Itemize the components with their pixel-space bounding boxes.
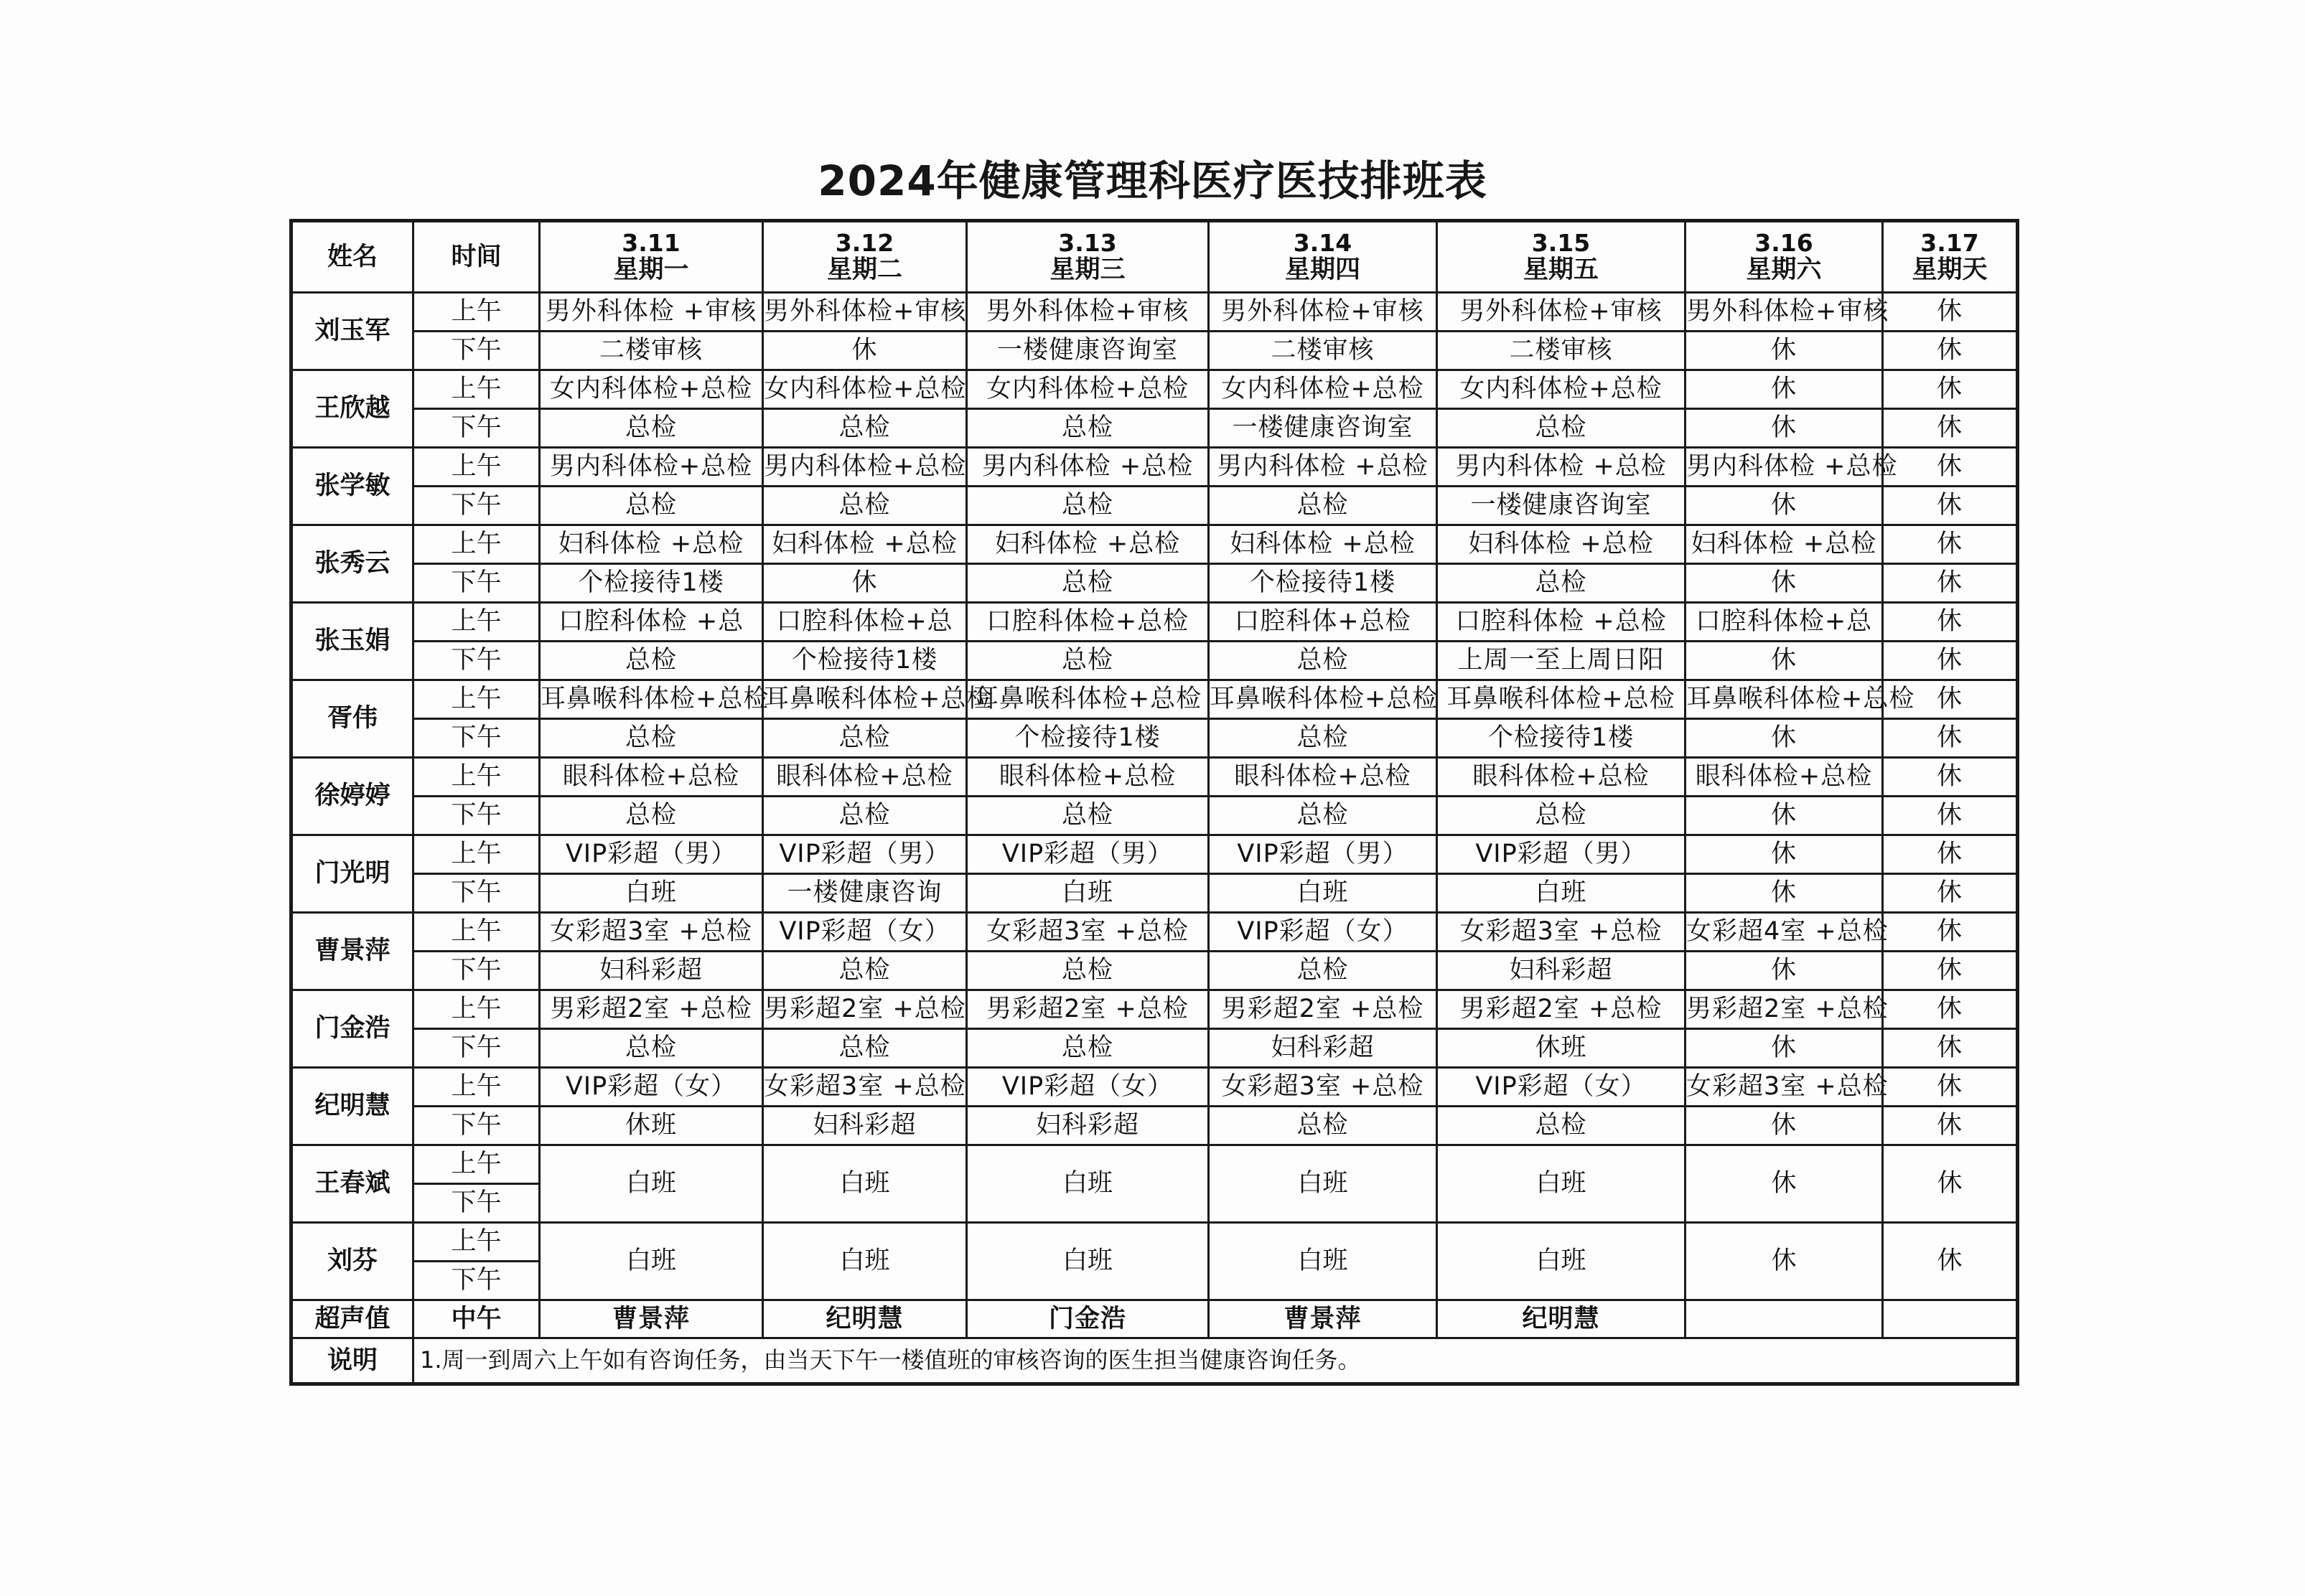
shift-cell: 总检 xyxy=(967,952,1209,990)
note-row xyxy=(291,1338,2018,1384)
shift-cell: 休 xyxy=(1883,835,2018,874)
header-date: 3.12 xyxy=(835,228,894,257)
time-label: 下午 xyxy=(413,564,540,603)
shift-cell: 男内科体检 +总检 xyxy=(1437,448,1685,487)
shift-cell: 妇科体检 +总检 xyxy=(1209,525,1437,564)
shift-cell: 休 xyxy=(1883,409,2018,448)
shift-cell: 女内科体检+总检 xyxy=(1209,370,1437,409)
shift-cell: 总检 xyxy=(540,409,763,448)
shift-cell: 眼科体检+总检 xyxy=(1437,758,1685,797)
shift-cell: 眼科体检+总检 xyxy=(967,758,1209,797)
staff-row-am xyxy=(291,370,2018,409)
header-date: 3.14 xyxy=(1293,228,1352,257)
shift-cell: 妇科体检 +总检 xyxy=(763,525,967,564)
shift-cell: 总检 xyxy=(763,719,967,758)
time-label: 上午 xyxy=(413,1068,540,1107)
header-day xyxy=(763,221,967,293)
shift-cell: 总检 xyxy=(1437,797,1685,835)
shift-cell: 耳鼻喉科体检+总检 xyxy=(540,680,763,719)
shift-cell: 总检 xyxy=(1209,952,1437,990)
shift-cell: 口腔科体+总检 xyxy=(1209,603,1437,642)
duty-row xyxy=(291,1300,2018,1338)
shift-cell: 休 xyxy=(1883,642,2018,680)
shift-cell: 休 xyxy=(1883,952,2018,990)
shift-cell: 女内科体检+总检 xyxy=(540,370,763,409)
shift-cell: 休 xyxy=(1883,1029,2018,1068)
header-date: 3.13 xyxy=(1058,228,1117,257)
time-label: 上午 xyxy=(413,758,540,797)
time-label: 下午 xyxy=(413,642,540,680)
shift-cell: 女彩超3室 +总检 xyxy=(967,913,1209,952)
shift-cell: VIP彩超（男） xyxy=(1209,835,1437,874)
duty-cell: 曹景萍 xyxy=(1209,1300,1437,1338)
shift-cell: 总检 xyxy=(1209,487,1437,525)
shift-cell: 休 xyxy=(1685,835,1883,874)
header-weekday: 星期三 xyxy=(1049,255,1126,284)
shift-cell: 总检 xyxy=(1209,797,1437,835)
staff-name: 门金浩 xyxy=(291,990,413,1068)
shift-cell: 男内科体检+总检 xyxy=(763,448,967,487)
shift-cell: 休 xyxy=(1883,1068,2018,1107)
duty-cell: 门金浩 xyxy=(967,1300,1209,1338)
shift-cell-merged: 休 xyxy=(1883,1223,2018,1300)
shift-cell-merged: 白班 xyxy=(967,1145,1209,1223)
shift-cell: 休 xyxy=(1883,332,2018,370)
shift-cell: 耳鼻喉科体检+总检 xyxy=(1209,680,1437,719)
shift-cell: 男内科体检 +总检 xyxy=(967,448,1209,487)
shift-cell: 总检 xyxy=(1437,564,1685,603)
header-weekday: 星期五 xyxy=(1523,255,1599,284)
shift-cell: VIP彩超（男） xyxy=(763,835,967,874)
shift-cell: 女彩超3室 +总检 xyxy=(1437,913,1685,952)
staff-name: 张玉娟 xyxy=(291,603,413,680)
shift-cell: 休班 xyxy=(540,1107,763,1145)
shift-cell: 女内科体检+总检 xyxy=(1437,370,1685,409)
shift-cell-merged: 白班 xyxy=(1209,1145,1437,1223)
shift-cell: 男内科体检 +总检 xyxy=(1209,448,1437,487)
time-label: 下午 xyxy=(413,1029,540,1068)
shift-cell: 总检 xyxy=(1209,719,1437,758)
staff-row-am xyxy=(291,835,2018,874)
staff-name: 徐婷婷 xyxy=(291,758,413,835)
duty-cell xyxy=(1883,1300,2018,1338)
shift-cell: 男彩超2室 +总检 xyxy=(1685,990,1883,1029)
shift-cell: 总检 xyxy=(763,487,967,525)
duty-cell xyxy=(1685,1300,1883,1338)
shift-cell: 耳鼻喉科体检+总检 xyxy=(763,680,967,719)
shift-cell: VIP彩超（女） xyxy=(1209,913,1437,952)
staff-row-pm xyxy=(291,642,2018,680)
shift-cell: 男外科体检+审核 xyxy=(1209,293,1437,332)
shift-cell: 男彩超2室 +总检 xyxy=(763,990,967,1029)
staff-name: 胥伟 xyxy=(291,680,413,758)
shift-cell: 男彩超2室 +总检 xyxy=(1437,990,1685,1029)
shift-cell: VIP彩超（男） xyxy=(540,835,763,874)
duty-cell: 纪明慧 xyxy=(1437,1300,1685,1338)
header-weekday: 星期一 xyxy=(613,255,689,284)
shift-cell: 休 xyxy=(763,564,967,603)
shift-cell: 休 xyxy=(1685,1029,1883,1068)
header-date: 3.15 xyxy=(1531,228,1591,257)
shift-cell: 男外科体检+审核 xyxy=(967,293,1209,332)
staff-row-am xyxy=(291,1068,2018,1107)
shift-cell: 二楼审核 xyxy=(1437,332,1685,370)
shift-cell: 总检 xyxy=(1437,1107,1685,1145)
shift-cell: 口腔科体检+总 xyxy=(763,603,967,642)
shift-cell: 口腔科体检+总检 xyxy=(967,603,1209,642)
shift-cell: 休 xyxy=(1685,642,1883,680)
staff-row-am xyxy=(291,758,2018,797)
shift-cell: 个检接待1楼 xyxy=(540,564,763,603)
shift-cell-merged: 休 xyxy=(1685,1145,1883,1223)
shift-cell: VIP彩超（女） xyxy=(763,913,967,952)
staff-name: 刘玉军 xyxy=(291,293,413,370)
time-label: 下午 xyxy=(413,1107,540,1145)
staff-name: 张秀云 xyxy=(291,525,413,603)
shift-cell: 二楼审核 xyxy=(1209,332,1437,370)
shift-cell: 休 xyxy=(1883,293,2018,332)
note-label: 说明 xyxy=(291,1338,413,1384)
header-weekday: 星期二 xyxy=(826,255,902,284)
shift-cell: 一楼健康咨询室 xyxy=(967,332,1209,370)
staff-name: 曹景萍 xyxy=(291,913,413,990)
shift-cell: 休 xyxy=(1685,487,1883,525)
shift-cell: 眼科体检+总检 xyxy=(540,758,763,797)
shift-cell-merged: 白班 xyxy=(967,1223,1209,1300)
staff-row-am xyxy=(291,680,2018,719)
time-label: 下午 xyxy=(413,719,540,758)
shift-cell: 总检 xyxy=(967,797,1209,835)
shift-cell: 休 xyxy=(1685,874,1883,913)
shift-cell: 男内科体检 +总检 xyxy=(1685,448,1883,487)
time-label: 下午 xyxy=(413,1262,540,1300)
shift-cell: 休 xyxy=(1685,1107,1883,1145)
shift-cell: 休 xyxy=(1883,370,2018,409)
shift-cell: 白班 xyxy=(540,874,763,913)
time-label: 上午 xyxy=(413,680,540,719)
shift-cell: 个检接待1楼 xyxy=(1437,719,1685,758)
shift-cell-merged: 白班 xyxy=(763,1145,967,1223)
shift-cell: 女彩超3室 +总检 xyxy=(1209,1068,1437,1107)
shift-cell: 休 xyxy=(1883,603,2018,642)
shift-cell: 个检接待1楼 xyxy=(967,719,1209,758)
header-date: 3.16 xyxy=(1754,228,1813,257)
shift-cell: 总检 xyxy=(540,719,763,758)
shift-cell: 耳鼻喉科体检+总检 xyxy=(1685,680,1883,719)
shift-cell: 个检接待1楼 xyxy=(763,642,967,680)
shift-cell: 口腔科体检 +总检 xyxy=(1437,603,1685,642)
shift-cell: 休 xyxy=(1883,680,2018,719)
time-label: 上午 xyxy=(413,603,540,642)
time-label: 下午 xyxy=(413,409,540,448)
shift-cell: 休 xyxy=(1685,332,1883,370)
shift-cell: 休 xyxy=(1883,913,2018,952)
shift-cell-merged: 白班 xyxy=(540,1145,763,1223)
shift-cell: 妇科彩超 xyxy=(763,1107,967,1145)
staff-row-pm xyxy=(291,1029,2018,1068)
header-weekday: 星期六 xyxy=(1746,255,1822,284)
shift-cell-merged: 白班 xyxy=(763,1223,967,1300)
shift-cell: 休 xyxy=(1883,874,2018,913)
shift-cell: 妇科体检 +总检 xyxy=(1685,525,1883,564)
duty-cell: 曹景萍 xyxy=(540,1300,763,1338)
shift-cell-merged: 休 xyxy=(1685,1223,1883,1300)
duty-cell: 纪明慧 xyxy=(763,1300,967,1338)
time-label: 上午 xyxy=(413,1145,540,1184)
shift-cell: 妇科彩超 xyxy=(1209,1029,1437,1068)
shift-cell: 总检 xyxy=(967,1029,1209,1068)
shift-cell: 休 xyxy=(1685,719,1883,758)
shift-cell: VIP彩超（女） xyxy=(1437,1068,1685,1107)
shift-cell: 妇科体检 +总检 xyxy=(1437,525,1685,564)
shift-cell: 休 xyxy=(763,332,967,370)
staff-row-am xyxy=(291,448,2018,487)
schedule-table xyxy=(289,219,2019,1386)
shift-cell: 总检 xyxy=(967,487,1209,525)
header-day xyxy=(1209,221,1437,293)
shift-cell: 上周一至上周日阳 xyxy=(1437,642,1685,680)
duty-time: 中午 xyxy=(413,1300,540,1338)
shift-cell: 女彩超3室 +总检 xyxy=(763,1068,967,1107)
staff-row-merged xyxy=(291,1145,2018,1184)
shift-cell: 总检 xyxy=(1437,409,1685,448)
shift-cell: 眼科体检+总检 xyxy=(1685,758,1883,797)
time-label: 上午 xyxy=(413,913,540,952)
header-name: 姓名 xyxy=(291,221,413,293)
shift-cell: 眼科体检+总检 xyxy=(763,758,967,797)
shift-cell: 总检 xyxy=(1209,1107,1437,1145)
header-day xyxy=(1685,221,1883,293)
time-label: 上午 xyxy=(413,525,540,564)
shift-cell: 女内科体检+总检 xyxy=(763,370,967,409)
shift-cell: 总检 xyxy=(763,409,967,448)
shift-cell: 总检 xyxy=(540,487,763,525)
staff-row-pm xyxy=(291,874,2018,913)
page-title: 2024年健康管理科医疗医技排班表 xyxy=(818,156,1487,205)
time-label: 下午 xyxy=(413,487,540,525)
staff-row-am xyxy=(291,603,2018,642)
shift-cell: 总检 xyxy=(763,797,967,835)
shift-cell-merged: 休 xyxy=(1883,1145,2018,1223)
time-label: 下午 xyxy=(413,874,540,913)
time-label: 上午 xyxy=(413,1223,540,1262)
header-time: 时间 xyxy=(413,221,540,293)
shift-cell: 休 xyxy=(1883,487,2018,525)
shift-cell: 女内科体检+总检 xyxy=(967,370,1209,409)
staff-name: 王春斌 xyxy=(291,1145,413,1223)
shift-cell: 总检 xyxy=(1209,642,1437,680)
shift-cell: 总检 xyxy=(967,409,1209,448)
header-day xyxy=(1437,221,1685,293)
shift-cell: 休 xyxy=(1883,1107,2018,1145)
shift-cell-merged: 白班 xyxy=(1209,1223,1437,1300)
shift-cell: 男外科体检 +审核 xyxy=(540,293,763,332)
duty-label: 超声值 xyxy=(291,1300,413,1338)
shift-cell: 休 xyxy=(1685,370,1883,409)
shift-cell: 休 xyxy=(1883,990,2018,1029)
shift-cell: 男彩超2室 +总检 xyxy=(540,990,763,1029)
shift-cell: 女彩超4室 +总检 xyxy=(1685,913,1883,952)
shift-cell-merged: 白班 xyxy=(1437,1145,1685,1223)
shift-cell: VIP彩超（女） xyxy=(967,1068,1209,1107)
staff-row-am xyxy=(291,990,2018,1029)
shift-cell: 总检 xyxy=(540,1029,763,1068)
shift-cell: 休 xyxy=(1883,525,2018,564)
shift-cell: 男彩超2室 +总检 xyxy=(967,990,1209,1029)
shift-cell: 一楼健康咨询室 xyxy=(1209,409,1437,448)
shift-cell: 休 xyxy=(1883,797,2018,835)
header-weekday: 星期天 xyxy=(1912,255,1988,284)
shift-cell: 二楼审核 xyxy=(540,332,763,370)
header-weekday: 星期四 xyxy=(1284,255,1360,284)
shift-cell: 男外科体检+审核 xyxy=(1685,293,1883,332)
staff-name: 门光明 xyxy=(291,835,413,913)
shift-cell: 休 xyxy=(1883,719,2018,758)
shift-cell: 白班 xyxy=(1209,874,1437,913)
shift-cell: 休 xyxy=(1685,409,1883,448)
staff-row-pm xyxy=(291,952,2018,990)
shift-cell-merged: 白班 xyxy=(1437,1223,1685,1300)
staff-row-pm xyxy=(291,1107,2018,1145)
shift-cell: VIP彩超（女） xyxy=(540,1068,763,1107)
staff-row-am xyxy=(291,913,2018,952)
staff-name: 纪明慧 xyxy=(291,1068,413,1145)
staff-row-pm xyxy=(291,487,2018,525)
shift-cell: 口腔科体检 +总 xyxy=(540,603,763,642)
shift-cell: 休 xyxy=(1685,564,1883,603)
shift-cell: 眼科体检+总检 xyxy=(1209,758,1437,797)
staff-row-pm xyxy=(291,409,2018,448)
staff-row-pm xyxy=(291,332,2018,370)
shift-cell: 休 xyxy=(1883,448,2018,487)
shift-cell: 男外科体检+审核 xyxy=(763,293,967,332)
header-date: 3.17 xyxy=(1920,228,1979,257)
note-text: 1.周一到周六上午如有咨询任务，由当天下午一楼值班的审核咨询的医生担当健康咨询任务。 xyxy=(413,1338,2018,1384)
time-label: 上午 xyxy=(413,835,540,874)
staff-row-pm xyxy=(291,719,2018,758)
shift-cell: 妇科体检 +总检 xyxy=(967,525,1209,564)
time-label: 下午 xyxy=(413,1184,540,1223)
shift-cell: VIP彩超（男） xyxy=(1437,835,1685,874)
shift-cell: 女彩超3室 +总检 xyxy=(1685,1068,1883,1107)
shift-cell: 休 xyxy=(1685,952,1883,990)
shift-cell: 妇科体检 +总检 xyxy=(540,525,763,564)
shift-cell: 总检 xyxy=(763,1029,967,1068)
shift-cell: 总检 xyxy=(540,642,763,680)
staff-row-merged xyxy=(291,1223,2018,1262)
time-label: 上午 xyxy=(413,293,540,332)
staff-name: 王欣越 xyxy=(291,370,413,448)
shift-cell: 一楼健康咨询室 xyxy=(1437,487,1685,525)
staff-row-pm xyxy=(291,797,2018,835)
shift-cell: 妇科彩超 xyxy=(540,952,763,990)
time-label: 下午 xyxy=(413,797,540,835)
shift-cell: 总检 xyxy=(763,952,967,990)
time-label: 上午 xyxy=(413,990,540,1029)
shift-cell: 妇科彩超 xyxy=(1437,952,1685,990)
shift-cell: 休班 xyxy=(1437,1029,1685,1068)
shift-cell: 耳鼻喉科体检+总检 xyxy=(967,680,1209,719)
header-row xyxy=(291,221,2018,293)
header-day xyxy=(1883,221,2018,293)
time-label: 下午 xyxy=(413,952,540,990)
schedule-body xyxy=(291,221,2018,1384)
shift-cell: 总检 xyxy=(967,642,1209,680)
shift-cell: 男内科体检+总检 xyxy=(540,448,763,487)
shift-cell: 总检 xyxy=(967,564,1209,603)
shift-cell: 一楼健康咨询 xyxy=(763,874,967,913)
header-date: 3.11 xyxy=(622,228,681,257)
shift-cell: 总检 xyxy=(540,797,763,835)
staff-row-am xyxy=(291,525,2018,564)
shift-cell-merged: 白班 xyxy=(540,1223,763,1300)
header-day xyxy=(540,221,763,293)
time-label: 上午 xyxy=(413,448,540,487)
shift-cell: 个检接待1楼 xyxy=(1209,564,1437,603)
shift-cell: 女彩超3室 +总检 xyxy=(540,913,763,952)
staff-row-pm xyxy=(291,564,2018,603)
shift-cell: 休 xyxy=(1883,564,2018,603)
shift-cell: 男外科体检+审核 xyxy=(1437,293,1685,332)
shift-cell: 口腔科体检+总 xyxy=(1685,603,1883,642)
shift-cell: 白班 xyxy=(1437,874,1685,913)
shift-cell: 男彩超2室 +总检 xyxy=(1209,990,1437,1029)
shift-cell: 白班 xyxy=(967,874,1209,913)
time-label: 下午 xyxy=(413,332,540,370)
staff-name: 张学敏 xyxy=(291,448,413,525)
shift-cell: 妇科彩超 xyxy=(967,1107,1209,1145)
shift-cell: 休 xyxy=(1685,797,1883,835)
staff-row-am xyxy=(291,293,2018,332)
time-label: 上午 xyxy=(413,370,540,409)
shift-cell: VIP彩超（男） xyxy=(967,835,1209,874)
header-day xyxy=(967,221,1209,293)
staff-name: 刘芬 xyxy=(291,1223,413,1300)
shift-cell: 休 xyxy=(1883,758,2018,797)
shift-cell: 耳鼻喉科体检+总检 xyxy=(1437,680,1685,719)
